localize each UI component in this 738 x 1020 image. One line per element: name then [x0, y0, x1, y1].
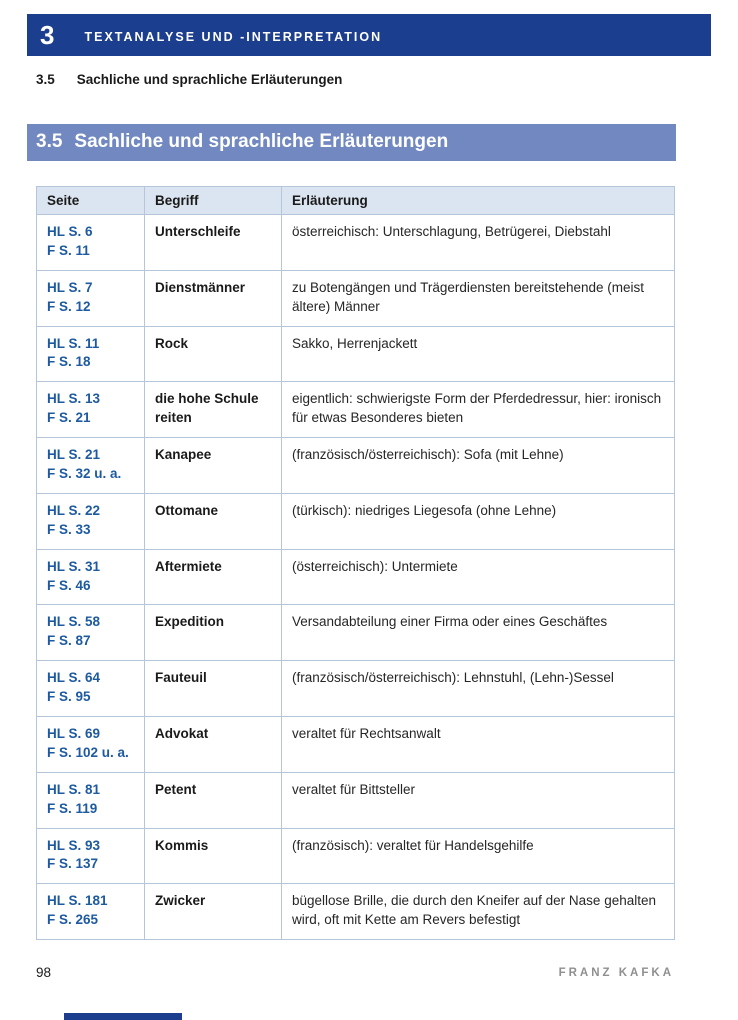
explanation-cell: (französisch/österreichisch): Lehnstuhl, (Lehn-)Sessel	[282, 661, 675, 717]
table-row	[37, 828, 675, 884]
page-ref-f: F S. 32 u. a.	[47, 466, 122, 482]
term-cell: Unterschleife	[145, 215, 282, 271]
term-cell: Petent	[145, 772, 282, 828]
explanation-cell: (österreichisch): Untermiete	[282, 549, 675, 605]
table-row	[37, 215, 675, 271]
column-header-begriff: Begriff	[145, 187, 282, 215]
term-cell: Ottomane	[145, 493, 282, 549]
table-row	[37, 493, 675, 549]
term-cell: die hohe Schule reiten	[145, 382, 282, 438]
page-ref-cell	[37, 772, 145, 828]
page-ref-hl: HL S. 6	[47, 224, 93, 239]
explanation-cell: österreichisch: Unterschlagung, Betrügerei, Diebstahl	[282, 215, 675, 271]
page-ref-f: F S. 119	[47, 800, 98, 816]
page-ref-cell	[37, 661, 145, 717]
table-row	[37, 661, 675, 717]
page-ref-cell	[37, 438, 145, 494]
section-number: 3.5	[36, 131, 63, 152]
chapter-header-bar	[27, 14, 711, 56]
table-row	[37, 326, 675, 382]
page-ref-cell	[37, 549, 145, 605]
term-cell: Fauteuil	[145, 661, 282, 717]
explanation-cell: (französisch): veraltet für Handelsgehilfe	[282, 828, 675, 884]
page-ref-hl: HL S. 64	[47, 670, 101, 686]
page-ref-cell	[37, 326, 145, 382]
explanation-cell: (französisch/österreichisch): Sofa (mit Lehne)	[282, 438, 675, 494]
page-ref-f: F S. 102 u. a.	[47, 744, 129, 760]
term-cell: Aftermiete	[145, 549, 282, 605]
page-ref-f: F S. 46	[47, 577, 91, 593]
page-ref-hl: HL S. 181	[47, 893, 108, 909]
table-row	[37, 605, 675, 661]
page-ref-cell	[37, 717, 145, 773]
page-ref-hl: HL S. 81	[47, 781, 101, 797]
explanation-cell: zu Botengängen und Trägerdiensten bereitstehende (meist ältere) Männer	[282, 270, 675, 326]
page-ref-cell	[37, 605, 145, 661]
page-ref-cell	[37, 382, 145, 438]
term-cell: Rock	[145, 326, 282, 382]
term-cell: Zwicker	[145, 884, 282, 940]
term-cell: Kanapee	[145, 438, 282, 494]
explanation-cell: (türkisch): niedriges Liegesofa (ohne Lehne)	[282, 493, 675, 549]
explanation-cell: Versandabteilung einer Firma oder eines Geschäftes	[282, 605, 675, 661]
page-ref-cell	[37, 828, 145, 884]
page-ref-f: F S. 265	[47, 912, 99, 928]
page-ref-f: F S. 21	[47, 410, 91, 426]
page-ref-f: F S. 137	[47, 856, 99, 872]
page-ref-hl: HL S. 13	[47, 391, 101, 407]
page-ref-cell	[37, 215, 145, 271]
page-ref-hl: HL S. 31	[47, 558, 101, 574]
table-row	[37, 884, 675, 940]
table-row	[37, 549, 675, 605]
page-ref-hl: HL S. 21	[47, 447, 101, 463]
table-header-row	[37, 187, 675, 215]
page-ref-f: F S. 11	[47, 242, 90, 258]
footer-author: FRANZ KAFKA	[558, 967, 674, 979]
breadcrumb	[36, 72, 342, 87]
chapter-title: TEXTANALYSE UND -INTERPRETATION	[84, 29, 383, 44]
page-ref-hl: HL S. 58	[47, 614, 101, 630]
table-row	[37, 772, 675, 828]
table-row	[37, 270, 675, 326]
page-ref-hl: HL S. 11	[47, 335, 100, 351]
page-ref-cell	[37, 493, 145, 549]
explanation-cell: veraltet für Bittsteller	[282, 772, 675, 828]
explanation-cell: bügellose Brille, die durch den Kneifer auf der Nase gehalten wird, oft mit Kette am Revers befestigt	[282, 884, 675, 940]
explanation-cell: Sakko, Herrenjackett	[282, 326, 675, 382]
table-row	[37, 438, 675, 494]
bottom-page-tab	[64, 1013, 182, 1020]
column-header-seite: Seite	[37, 187, 145, 215]
table-row	[37, 382, 675, 438]
column-header-erlaeuterung: Erläuterung	[282, 187, 675, 215]
table-row	[37, 717, 675, 773]
page-ref-f: F S. 12	[47, 298, 91, 314]
page-ref-hl: HL S. 22	[47, 502, 101, 518]
page-ref-hl: HL S. 93	[47, 837, 101, 853]
page-ref-f: F S. 18	[47, 354, 91, 370]
explanation-cell: veraltet für Rechtsanwalt	[282, 717, 675, 773]
page-ref-cell	[37, 884, 145, 940]
page-ref-cell	[37, 270, 145, 326]
page-ref-f: F S. 87	[47, 633, 91, 649]
chapter-number: 3	[40, 19, 55, 50]
term-cell: Dienstmänner	[145, 270, 282, 326]
explanation-cell: eigentlich: schwierigste Form der Pferdedressur, hier: ironisch für etwas Besonderes bieten	[282, 382, 675, 438]
breadcrumb-section-title: Sachliche und sprachliche Erläuterungen	[76, 72, 343, 87]
page-ref-f: F S. 33	[47, 521, 91, 537]
glossary-table	[36, 186, 675, 940]
term-cell: Expedition	[145, 605, 282, 661]
page-ref-hl: HL S. 69	[47, 726, 101, 742]
section-heading-banner	[27, 124, 676, 161]
term-cell: Kommis	[145, 828, 282, 884]
page-ref-f: F S. 95	[47, 689, 91, 705]
section-title: Sachliche und sprachliche Erläuterungen	[74, 131, 449, 152]
page-ref-hl: HL S. 7	[47, 279, 93, 295]
page-number: 98	[36, 965, 52, 980]
breadcrumb-section-number: 3.5	[36, 72, 55, 87]
term-cell: Advokat	[145, 717, 282, 773]
